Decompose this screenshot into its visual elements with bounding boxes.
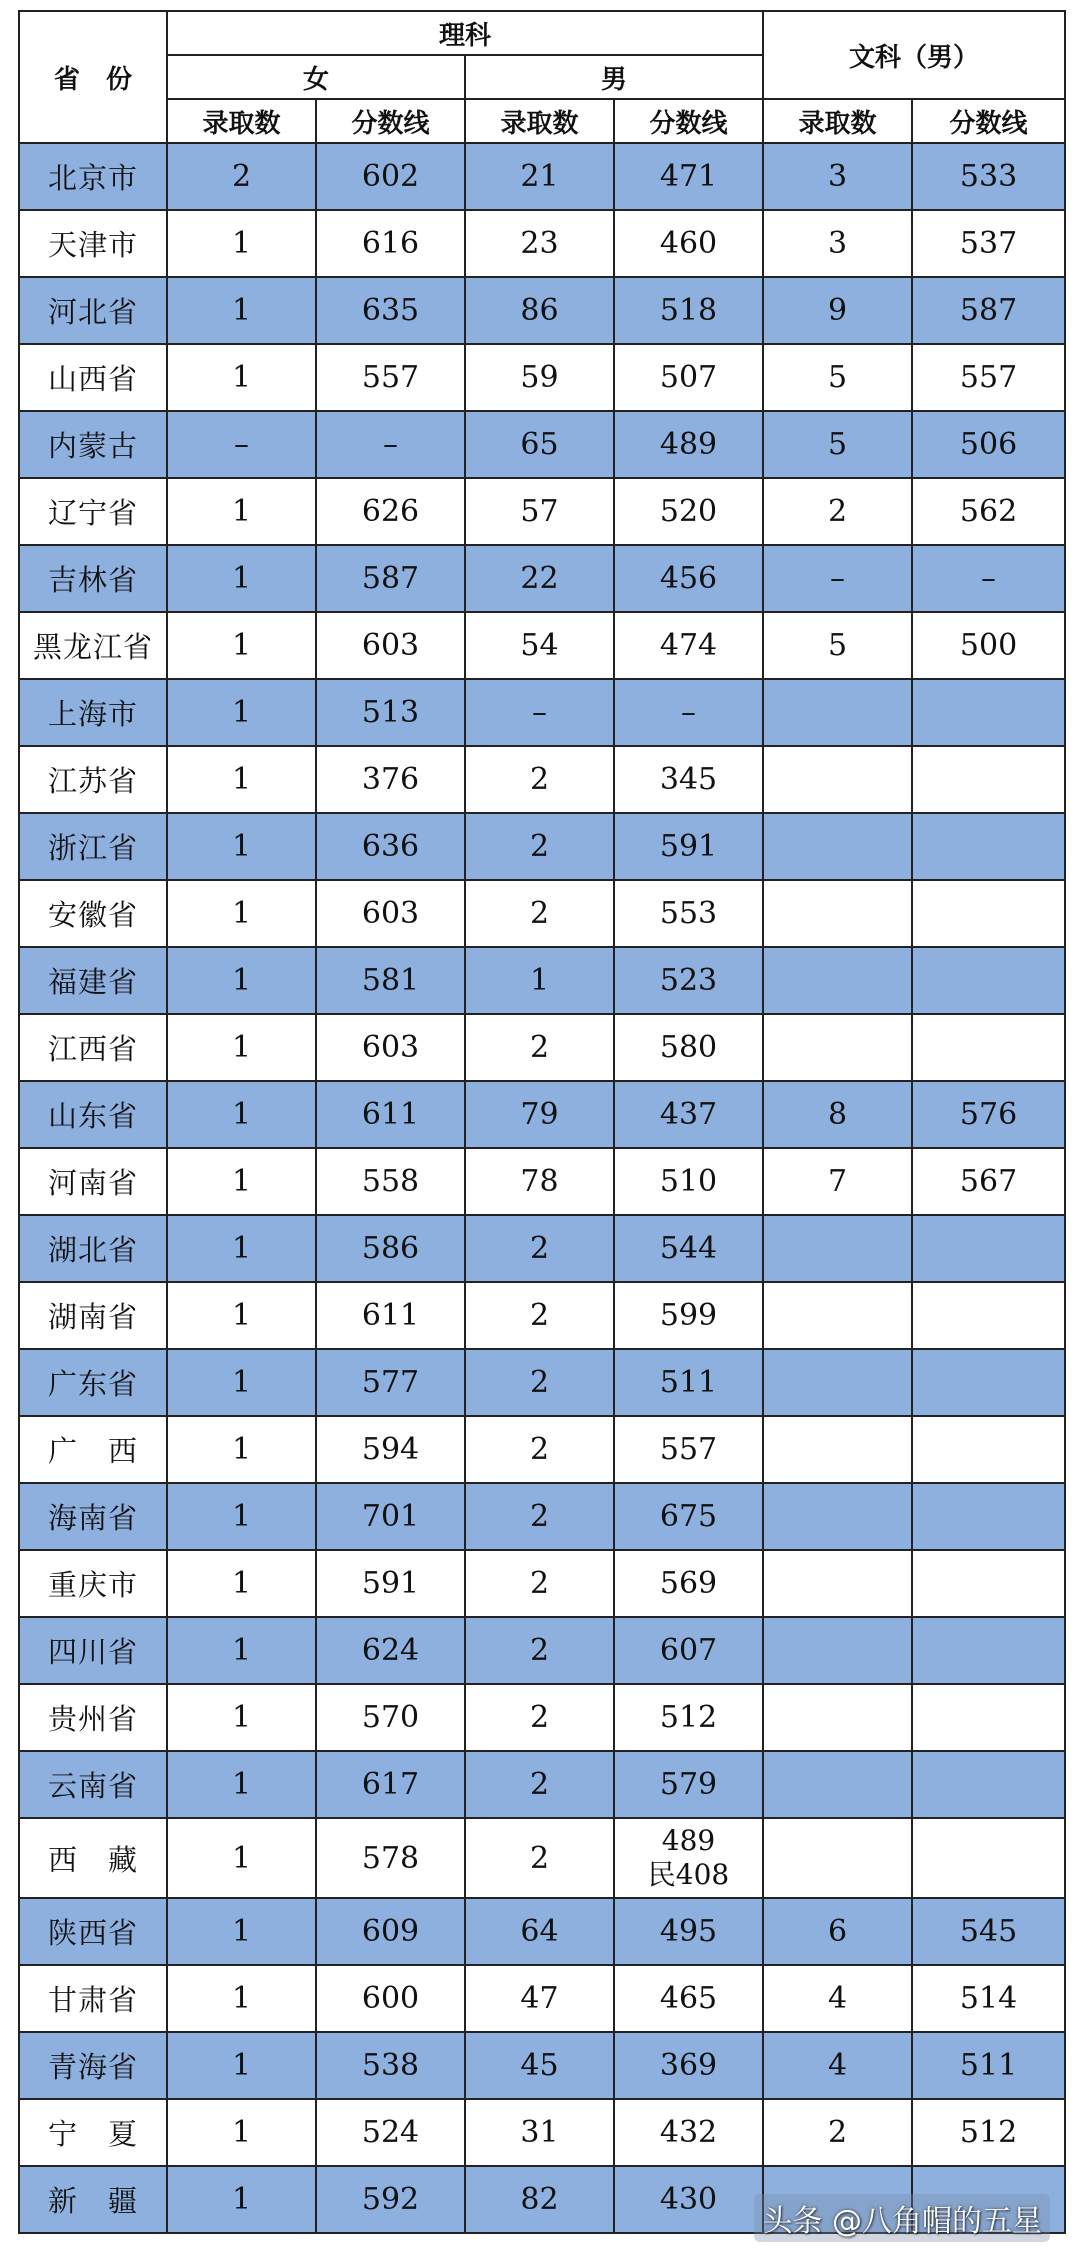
female-admitted-header: 录取数 [167,99,316,143]
male-admitted-cell: 45 [465,2032,614,2099]
male-admitted-cell: 57 [465,478,614,545]
female-admitted-cell: 1 [167,1818,316,1898]
male-cutoff-cell: 569 [614,1550,763,1617]
male-cutoff-cell: 599 [614,1282,763,1349]
arts-admitted-cell [763,1282,912,1349]
province-cell: 吉林省 [19,545,167,612]
table-row [19,1550,1065,1617]
table-row [19,1416,1065,1483]
male-cutoff-cell: 471 [614,143,763,210]
male-admitted-cell: 2 [465,746,614,813]
arts-admitted-cell: 5 [763,411,912,478]
table-row [19,545,1065,612]
table-row [19,277,1065,344]
female-cutoff-cell: 603 [316,880,465,947]
province-cell: 湖北省 [19,1215,167,1282]
arts-admitted-cell: – [763,545,912,612]
male-admitted-cell: 79 [465,1081,614,1148]
male-cutoff-cell: 495 [614,1898,763,1965]
province-cell: 湖南省 [19,1282,167,1349]
arts-admitted-cell [763,947,912,1014]
table-row [19,612,1065,679]
female-cutoff-header: 分数线 [316,99,465,143]
male-admitted-cell: 82 [465,2166,614,2233]
table-row [19,880,1065,947]
female-cutoff-cell: 594 [316,1416,465,1483]
table-row [19,143,1065,210]
arts-cutoff-cell [912,1349,1065,1416]
arts-cutoff-cell: 514 [912,1965,1065,2032]
arts-admitted-cell [763,1483,912,1550]
male-admitted-cell: 2 [465,813,614,880]
female-admitted-cell: 1 [167,1081,316,1148]
male-cutoff-line2: 民408 [647,1858,730,1891]
province-cell: 内蒙古 [19,411,167,478]
science-header: 理科 [167,11,763,55]
arts-admitted-cell [763,1617,912,1684]
arts-admitted-cell [763,1215,912,1282]
male-admitted-cell: 2 [465,1684,614,1751]
male-cutoff-line1: 489 [661,1824,716,1857]
arts-admitted-cell [763,1818,912,1898]
female-admitted-cell: 1 [167,1617,316,1684]
arts-admitted-cell: 3 [763,210,912,277]
female-cutoff-cell: 586 [316,1215,465,1282]
female-admitted-cell: 1 [167,344,316,411]
male-cutoff-cell: 432 [614,2099,763,2166]
male-cutoff-cell: 456 [614,545,763,612]
male-cutoff-cell: 675 [614,1483,763,1550]
male-cutoff-cell: 465 [614,1965,763,2032]
female-admitted-cell: 1 [167,1014,316,1081]
arts-cutoff-cell [912,880,1065,947]
female-cutoff-cell: 524 [316,2099,465,2166]
arts-cutoff-cell [912,1684,1065,1751]
male-admitted-cell: 2 [465,880,614,947]
male-admitted-cell: 31 [465,2099,614,2166]
male-admitted-cell: 47 [465,1965,614,2032]
table-row [19,679,1065,746]
arts-cutoff-cell [912,1014,1065,1081]
male-cutoff-cell: 591 [614,813,763,880]
province-cell: 上海市 [19,679,167,746]
arts-cutoff-cell [912,1751,1065,1818]
male-cutoff-cell: 430 [614,2166,763,2233]
female-admitted-cell: 1 [167,1416,316,1483]
male-cutoff-cell: 579 [614,1751,763,1818]
male-admitted-cell: 2 [465,1416,614,1483]
province-cell: 贵州省 [19,1684,167,1751]
male-cutoff-cell: 557 [614,1416,763,1483]
arts-admitted-cell: 9 [763,277,912,344]
female-cutoff-cell: 609 [316,1898,465,1965]
table-row [19,813,1065,880]
province-cell: 重庆市 [19,1550,167,1617]
female-cutoff-cell: 578 [316,1818,465,1898]
arts-admitted-cell [763,1684,912,1751]
arts-cutoff-cell: 567 [912,1148,1065,1215]
arts-cutoff-cell: 587 [912,277,1065,344]
arts-admitted-cell: 4 [763,2032,912,2099]
male-admitted-cell: 2 [465,1818,614,1898]
arts-cutoff-cell [912,1416,1065,1483]
male-admitted-cell: 2 [465,1550,614,1617]
female-admitted-cell: 1 [167,746,316,813]
male-cutoff-cell: 607 [614,1617,763,1684]
arts-admitted-cell: 5 [763,344,912,411]
table-row [19,1684,1065,1751]
arts-admitted-cell: 5 [763,612,912,679]
arts-cutoff-cell: 545 [912,1898,1065,1965]
arts-cutoff-cell [912,813,1065,880]
female-admitted-cell: 1 [167,2166,316,2233]
arts-admitted-cell [763,1349,912,1416]
arts-cutoff-cell: 562 [912,478,1065,545]
arts-cutoff-cell [912,1550,1065,1617]
female-cutoff-cell: 538 [316,2032,465,2099]
female-cutoff-cell: 581 [316,947,465,1014]
female-cutoff-cell: 577 [316,1349,465,1416]
table-row [19,2099,1065,2166]
male-admitted-cell: 2 [465,1215,614,1282]
arts-cutoff-cell: 576 [912,1081,1065,1148]
female-admitted-cell: 1 [167,1684,316,1751]
male-admitted-cell: 23 [465,210,614,277]
arts-cutoff-cell: 512 [912,2099,1065,2166]
province-cell: 河南省 [19,1148,167,1215]
female-admitted-cell: 1 [167,2032,316,2099]
male-cutoff-cell: 544 [614,1215,763,1282]
table-row [19,1282,1065,1349]
male-admitted-cell: 21 [465,143,614,210]
male-cutoff-cell: 523 [614,947,763,1014]
male-cutoff-cell: 580 [614,1014,763,1081]
female-cutoff-cell: 616 [316,210,465,277]
arts-admitted-header: 录取数 [763,99,912,143]
male-cutoff-cell: 511 [614,1349,763,1416]
female-cutoff-cell: 376 [316,746,465,813]
female-admitted-cell: 1 [167,1483,316,1550]
table-row [19,1349,1065,1416]
male-admitted-header: 录取数 [465,99,614,143]
female-cutoff-cell: 701 [316,1483,465,1550]
male-admitted-cell: 2 [465,1014,614,1081]
province-cell: 天津市 [19,210,167,277]
province-cell: 西 藏 [19,1818,167,1898]
female-admitted-cell: 1 [167,947,316,1014]
arts-cutoff-header: 分数线 [912,99,1065,143]
female-admitted-cell: 1 [167,1282,316,1349]
female-cutoff-cell: 603 [316,612,465,679]
male-admitted-cell: 2 [465,1751,614,1818]
female-admitted-cell: 1 [167,210,316,277]
male-admitted-cell: 2 [465,1349,614,1416]
female-cutoff-cell: 591 [316,1550,465,1617]
female-cutoff-cell: 611 [316,1282,465,1349]
male-admitted-cell: 86 [465,277,614,344]
arts-cutoff-cell: 537 [912,210,1065,277]
table-body [19,143,1065,2233]
province-cell: 福建省 [19,947,167,1014]
male-admitted-cell: 2 [465,1483,614,1550]
province-cell: 辽宁省 [19,478,167,545]
female-admitted-cell: 1 [167,545,316,612]
arts-admitted-cell [763,679,912,746]
male-cutoff-cell: 369 [614,2032,763,2099]
female-cutoff-cell: 617 [316,1751,465,1818]
arts-admitted-cell [763,880,912,947]
male-cutoff-cell: 512 [614,1684,763,1751]
female-cutoff-cell: – [316,411,465,478]
arts-cutoff-cell: 533 [912,143,1065,210]
table-row [19,1483,1065,1550]
table-row [19,1898,1065,1965]
male-admitted-cell: 1 [465,947,614,1014]
male-admitted-cell: 59 [465,344,614,411]
table-row [19,947,1065,1014]
male-cutoff-cell: 460 [614,210,763,277]
arts-cutoff-cell [912,1617,1065,1684]
arts-cutoff-cell [912,947,1065,1014]
arts-admitted-cell: 7 [763,1148,912,1215]
female-cutoff-cell: 558 [316,1148,465,1215]
province-cell: 江苏省 [19,746,167,813]
male-cutoff-cell: 507 [614,344,763,411]
table-row [19,1965,1065,2032]
female-admitted-cell: – [167,411,316,478]
female-admitted-cell: 1 [167,1148,316,1215]
admission-table-container [18,10,1064,2234]
province-cell: 宁 夏 [19,2099,167,2166]
arts-admitted-cell [763,746,912,813]
male-cutoff-cell: 553 [614,880,763,947]
female-cutoff-cell: 592 [316,2166,465,2233]
female-admitted-cell: 1 [167,1349,316,1416]
arts-admitted-cell: 2 [763,478,912,545]
female-cutoff-cell: 557 [316,344,465,411]
male-admitted-cell: 64 [465,1898,614,1965]
male-admitted-cell: 65 [465,411,614,478]
province-cell: 安徽省 [19,880,167,947]
province-cell: 广东省 [19,1349,167,1416]
table-row [19,1818,1065,1898]
female-admitted-cell: 2 [167,143,316,210]
female-cutoff-cell: 600 [316,1965,465,2032]
province-cell: 浙江省 [19,813,167,880]
male-cutoff-cell: 345 [614,746,763,813]
male-admitted-cell: – [465,679,614,746]
female-admitted-cell: 1 [167,1215,316,1282]
watermark: 头条 @八角帽的五星 [754,2194,1050,2242]
female-cutoff-cell: 626 [316,478,465,545]
male-admitted-cell: 2 [465,1282,614,1349]
male-cutoff-cell: – [614,679,763,746]
male-admitted-cell: 2 [465,1617,614,1684]
female-cutoff-cell: 636 [316,813,465,880]
province-cell: 河北省 [19,277,167,344]
province-cell: 四川省 [19,1617,167,1684]
female-cutoff-cell: 587 [316,545,465,612]
province-cell: 广 西 [19,1416,167,1483]
female-admitted-cell: 1 [167,612,316,679]
female-admitted-cell: 1 [167,478,316,545]
province-cell: 山东省 [19,1081,167,1148]
arts-admitted-cell: 4 [763,1965,912,2032]
table-row [19,1617,1065,1684]
female-admitted-cell: 1 [167,1898,316,1965]
table-row [19,210,1065,277]
male-cutoff-cell: 474 [614,612,763,679]
female-admitted-cell: 1 [167,277,316,344]
female-admitted-cell: 1 [167,679,316,746]
table-row [19,2032,1065,2099]
table-row [19,1014,1065,1081]
province-cell: 云南省 [19,1751,167,1818]
arts-admitted-cell [763,1751,912,1818]
table-row [19,411,1065,478]
female-cutoff-cell: 570 [316,1684,465,1751]
table-row [19,746,1065,813]
male-cutoff-cell: 518 [614,277,763,344]
female-admitted-cell: 1 [167,1751,316,1818]
male-cutoff-cell: 510 [614,1148,763,1215]
female-admitted-cell: 1 [167,813,316,880]
arts-admitted-cell [763,1014,912,1081]
male-header: 男 [465,55,763,99]
arts-cutoff-cell: 506 [912,411,1065,478]
province-header: 省 份 [19,11,167,143]
female-cutoff-cell: 611 [316,1081,465,1148]
female-cutoff-cell: 602 [316,143,465,210]
table-row [19,1751,1065,1818]
male-admitted-cell: 78 [465,1148,614,1215]
province-cell: 海南省 [19,1483,167,1550]
male-cutoff-cell: 437 [614,1081,763,1148]
province-cell: 陕西省 [19,1898,167,1965]
table-header [19,11,1065,143]
province-cell: 黑龙江省 [19,612,167,679]
arts-admitted-cell: 6 [763,1898,912,1965]
table-row [19,1148,1065,1215]
table-row [19,1081,1065,1148]
female-admitted-cell: 1 [167,1965,316,2032]
arts-cutoff-cell: 557 [912,344,1065,411]
arts-cutoff-cell: – [912,545,1065,612]
arts-admitted-cell [763,1416,912,1483]
female-admitted-cell: 1 [167,1550,316,1617]
table-row [19,1215,1065,1282]
province-cell: 北京市 [19,143,167,210]
arts-cutoff-cell [912,1215,1065,1282]
male-admitted-cell: 22 [465,545,614,612]
admission-table [18,10,1066,2234]
province-cell: 新 疆 [19,2166,167,2233]
province-cell: 江西省 [19,1014,167,1081]
male-cutoff-header: 分数线 [614,99,763,143]
female-admitted-cell: 1 [167,880,316,947]
arts-cutoff-cell: 500 [912,612,1065,679]
arts-admitted-cell [763,813,912,880]
female-cutoff-cell: 635 [316,277,465,344]
arts-cutoff-cell [912,746,1065,813]
arts-cutoff-cell [912,679,1065,746]
table-row [19,478,1065,545]
male-admitted-cell: 54 [465,612,614,679]
arts-cutoff-cell [912,1818,1065,1898]
arts-admitted-cell [763,1550,912,1617]
province-cell: 青海省 [19,2032,167,2099]
female-admitted-cell: 1 [167,2099,316,2166]
table-row [19,344,1065,411]
arts-header: 文科（男） [763,11,1065,99]
arts-cutoff-cell [912,1483,1065,1550]
male-cutoff-cell: 489 [614,411,763,478]
arts-admitted-cell: 8 [763,1081,912,1148]
female-header: 女 [167,55,465,99]
male-cutoff-cell: 520 [614,478,763,545]
female-cutoff-cell: 513 [316,679,465,746]
arts-cutoff-cell [912,1282,1065,1349]
province-cell: 山西省 [19,344,167,411]
arts-admitted-cell: 3 [763,143,912,210]
arts-cutoff-cell: 511 [912,2032,1065,2099]
male-cutoff-cell [614,1818,763,1898]
province-cell: 甘肃省 [19,1965,167,2032]
arts-admitted-cell: 2 [763,2099,912,2166]
female-cutoff-cell: 603 [316,1014,465,1081]
female-cutoff-cell: 624 [316,1617,465,1684]
